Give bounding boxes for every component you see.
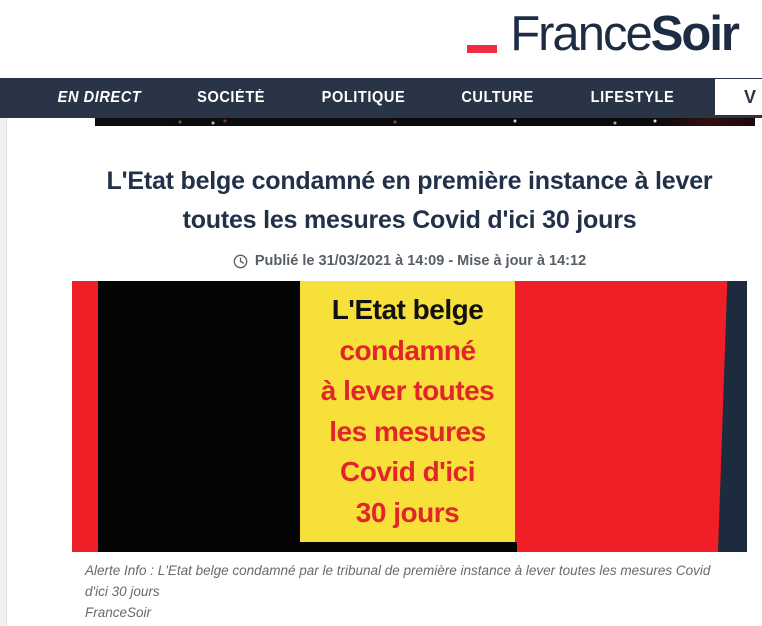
logo-text-soir: Soir — [650, 7, 738, 61]
flag-headline-line-1: L'Etat belge — [331, 294, 484, 325]
francesoir-logo[interactable] — [467, 6, 738, 62]
clock-icon — [233, 254, 248, 269]
flag-bottom-black-band — [98, 542, 517, 552]
flag-red-stripe — [515, 281, 747, 552]
flag-headline-line-6: 30 jours — [355, 496, 460, 528]
flag-black-stripe — [98, 281, 300, 552]
nav-item-en-direct[interactable]: EN DIRECT — [57, 89, 142, 106]
publication-info-row — [72, 253, 747, 269]
nav-item-politique[interactable]: POLITIQUE — [321, 89, 406, 106]
article-title: L'Etat belge condamné en première instance à lever toutes les mesures Covid d'ici 30 jours — [106, 167, 713, 234]
nav-item-societe[interactable]: SOCIÉTÉ — [197, 89, 266, 106]
logo-text-france: France — [510, 7, 651, 61]
flag-headline-line-5: Covid d'ici — [340, 456, 475, 487]
nav-item-lifestyle[interactable]: LIFESTYLE — [590, 89, 675, 106]
flag-red-left-sliver — [72, 281, 98, 552]
article-content — [72, 162, 747, 623]
site-header — [0, 0, 762, 78]
image-caption-block — [72, 560, 734, 623]
nav-items-container — [55, 78, 677, 118]
flag-headline-line-3: à lever toutes — [320, 375, 495, 406]
image-caption-text: Alerte Info : L'Etat belge condamné par le tribunal de première instance à lever toutes les mesures Covid d'ici 30 jours — [85, 563, 711, 599]
flag-headline-line-4: les mesures — [329, 415, 486, 447]
nav-item-videos-partial-label: V — [744, 86, 757, 107]
image-caption-credit: FranceSoir — [85, 605, 152, 620]
page-left-gutter — [0, 118, 7, 626]
background-photo-strip — [95, 118, 755, 126]
nav-item-videos-partial[interactable] — [715, 79, 762, 115]
publication-date-text: Publié le 31/03/2021 à 14:09 - Mise à jour à 14:12 — [254, 253, 587, 269]
hero-image — [72, 281, 747, 552]
flag-yellow-stripe — [300, 281, 515, 552]
main-navigation — [0, 78, 762, 118]
nav-item-culture[interactable]: CULTURE — [461, 89, 535, 106]
flag-headline-line-2: condamné — [339, 334, 476, 366]
logo-dash-icon — [467, 45, 497, 53]
